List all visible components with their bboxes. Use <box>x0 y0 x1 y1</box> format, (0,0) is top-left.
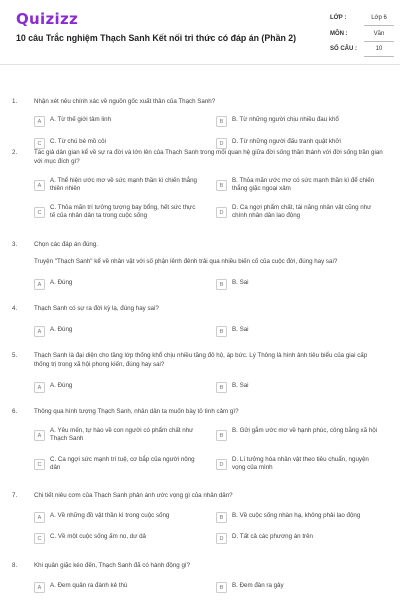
question-number: 1. <box>12 98 18 105</box>
option-letter-box: C <box>34 138 45 149</box>
option-letter-box: C <box>34 533 45 544</box>
option-label: A. Đúng <box>50 279 73 286</box>
option-letter-box: B <box>216 512 227 523</box>
meta-underline <box>364 25 394 26</box>
meta-subject-label: MÔN : <box>330 31 348 37</box>
option-letter-box: A <box>34 382 45 393</box>
meta-subject-value: Văn <box>373 31 385 37</box>
question-number: 3. <box>12 241 18 248</box>
option-label: A. Đem quân ra đánh kẻ thù <box>50 582 128 589</box>
option-letter-box: A <box>34 279 45 290</box>
option-letter-box: B <box>216 582 227 593</box>
option-letter-box: B <box>216 279 227 290</box>
option-label: C. Thỏa mãn trí tưởng tượng bay bổng, hết sức thực tế của nhân dân ta trong cuộc sống <box>50 204 196 220</box>
meta-underline <box>364 41 394 42</box>
option-label: D. Từ những người đấu tranh quật khởi <box>232 138 341 145</box>
option-label: B. Sai <box>232 279 249 286</box>
quizizz-logo: Quizizz <box>16 10 79 28</box>
question-number: 5. <box>12 352 18 359</box>
option-label: A. Đúng <box>50 382 73 389</box>
option-letter-box: B <box>216 116 227 127</box>
option-letter-box: A <box>34 180 45 191</box>
option-letter-box: B <box>216 326 227 337</box>
option-label: A. Yêu mến, tự hào về con người có phẩm chất như Thạch Sanh <box>50 427 194 443</box>
option-letter-box: D <box>216 459 227 470</box>
option-label: B. Sai <box>232 382 249 389</box>
option-letter-box: B <box>216 180 227 191</box>
option-label: D. Tất cả các phương án trên <box>232 533 314 540</box>
option-letter-box: A <box>34 326 45 337</box>
header-divider <box>0 64 400 65</box>
question-number: 2. <box>12 149 18 156</box>
option-label: A. Đúng <box>50 326 73 333</box>
question-text: Chọn các đáp án đúng. <box>34 241 98 248</box>
question-number: 8. <box>12 562 18 569</box>
question-text: Tác giả dân gian kể về sự ra đời và lớn lên của Thạch Sanh trong mối quan hệ giữa đời sống thần thánh với đời sống trần gian với mục đích gì? <box>34 149 383 165</box>
question-number: 7. <box>12 492 18 499</box>
option-letter-box: D <box>216 207 227 218</box>
option-letter-box: C <box>34 207 45 218</box>
meta-grade-label: LỚP : <box>330 15 347 21</box>
option-letter-box: C <box>34 459 45 470</box>
option-letter-box: A <box>34 582 45 593</box>
option-letter-box: B <box>216 430 227 441</box>
option-letter-box: A <box>34 430 45 441</box>
option-label: B. Về cuộc sống nhàn hạ, không phải lao động <box>232 512 361 519</box>
option-letter-box: B <box>216 382 227 393</box>
meta-count-value: 10 <box>375 46 383 52</box>
option-letter-box: A <box>34 512 45 523</box>
option-letter-box: D <box>216 138 227 149</box>
question-text: Khi quân giặc kéo đến, Thạch Sanh đã có hành động gì? <box>34 562 191 569</box>
option-label: C. Từ chú bé mồ côi <box>50 138 106 145</box>
question-text: Thạch Sanh có sự ra đời kỳ lạ, đúng hay sai? <box>34 305 159 312</box>
option-label: D. Ca ngợi phẩm chất, tài năng nhân vật cũng như chính nhân dân lao động <box>232 204 372 220</box>
document-title: 10 câu Trắc nghiệm Thạch Sanh Kết nối tri thức có đáp án (Phần 2) <box>16 33 297 43</box>
question-number: 4. <box>12 305 18 312</box>
option-label: B. Đem đàn ra gảy <box>232 582 284 589</box>
option-label: B. Từ những người chịu nhiều đau khổ <box>232 116 339 123</box>
option-label: C. Về một cuộc sống ấm no, dư dả <box>50 533 146 540</box>
option-label: B. Sai <box>232 326 249 333</box>
question-text: Thông qua hình tượng Thạch Sanh, nhân dân ta muốn bày tỏ tình cảm gì? <box>34 408 239 415</box>
option-letter-box: A <box>34 116 45 127</box>
meta-count-label: SỐ CÂU : <box>330 46 357 52</box>
meta-grade-value: Lớp 6 <box>371 15 387 21</box>
question-text: Thạch Sanh là đại diện cho tầng lớp thống khổ chịu nhiều tầng đô hộ, áp bức. Lý Thông là hình ảnh tiêu biểu của giai cấp thống trị trong xã hội phong kiến, đúng hay sai? <box>34 352 368 368</box>
option-label: D. Lí tưởng hóa nhân vật theo tiêu chuẩn, nguyện vọng của mình <box>232 456 369 472</box>
option-label: A. Thể hiện ước mơ về sức mạnh thần kì chiến thắng thiên nhiên <box>50 177 197 193</box>
question-number: 6. <box>12 408 18 415</box>
question-text: Nhận xét nêu chính xác về nguồn gốc xuất thân của Thạch Sanh? <box>34 98 216 105</box>
option-label: A. Từ thế giới tâm linh <box>50 116 112 123</box>
option-letter-box: D <box>216 533 227 544</box>
meta-underline <box>364 56 394 57</box>
document-header <box>0 0 400 64</box>
option-label: B. Thỏa mãn ước mơ có sức mạnh thần kì để chiến thắng giặc ngoại xâm <box>232 177 375 193</box>
question-text: Chi tiết niêu cơm của Thạch Sanh phản ánh ước vọng gì của nhân dân? <box>34 492 233 499</box>
question-subtext: Truyện "Thạch Sanh" kể về nhân vật với số phận lênh đênh trải qua nhiều biến cố của cuộc đời, đúng hay sai? <box>34 258 338 265</box>
option-label: B. Gửi gắm ước mơ về hạnh phúc, công bằng xã hội <box>232 427 378 434</box>
option-label: A. Về những đồ vật thần kì trong cuộc sống <box>50 512 170 519</box>
option-label: C. Ca ngợi sức mạnh trí tuệ, cơ bắp của người nông dân <box>50 456 195 472</box>
